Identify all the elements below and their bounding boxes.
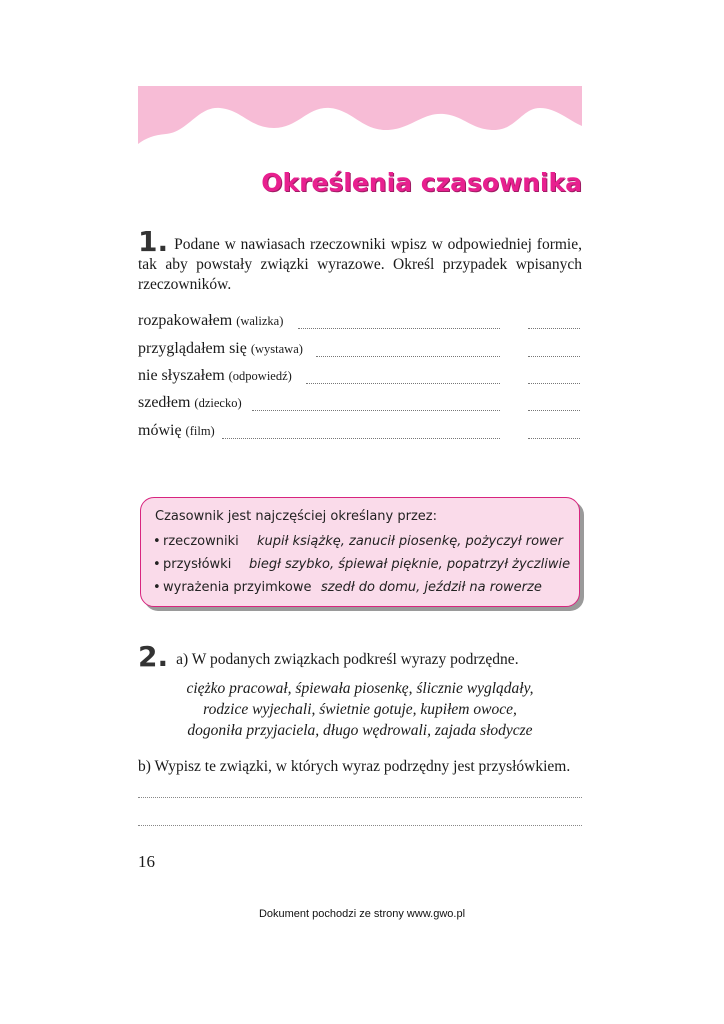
answer-blank[interactable] — [306, 383, 500, 384]
case-blank[interactable] — [528, 410, 580, 411]
case-blank[interactable] — [528, 356, 580, 357]
fill-row — [138, 367, 582, 389]
answer-line[interactable] — [138, 797, 582, 798]
banner-wave-shape — [138, 86, 582, 144]
verb: przyglądałem się — [138, 340, 247, 357]
noun-hint: (film) — [185, 424, 215, 438]
noun-hint: (odpowiedź) — [228, 369, 292, 383]
noun-hint: (walizka) — [236, 314, 284, 328]
fill-row — [138, 422, 582, 444]
bullet-icon: • — [153, 534, 161, 549]
info-lead: Czasownik jest najczęściej określany przez: — [155, 509, 437, 524]
info-example: biegł szybko, śpiewał pięknie, popatrzył życzliwie — [249, 557, 571, 572]
info-label: rzeczowniki — [163, 534, 239, 549]
phrase-line: ciężko pracował, śpiewała piosenkę, ślicznie wyglądały, — [186, 680, 534, 697]
page-number: 16 — [138, 852, 155, 871]
verb: rozpakowałem — [138, 312, 233, 329]
phrase-line: rodzice wyjechali, świetnie gotuje, kupiłem owoce, — [203, 701, 517, 718]
answer-line[interactable] — [138, 825, 582, 826]
page-title: Określenia czasownika — [261, 168, 582, 197]
info-label: przysłówki — [163, 557, 232, 572]
exercise-number: 1. — [138, 225, 169, 258]
exercise-number: 2. — [138, 640, 169, 673]
exercise-2-heading — [138, 640, 519, 673]
info-box — [140, 497, 580, 607]
verb: mówię — [138, 422, 182, 439]
footer-source: Dokument pochodzi ze strony www.gwo.pl — [258, 908, 466, 920]
verb: nie słyszałem — [138, 367, 225, 384]
noun-hint: (dziecko) — [194, 396, 242, 410]
case-blank[interactable] — [528, 328, 580, 329]
fill-row — [138, 394, 582, 416]
instruction-text: Podane w nawiasach rzeczowniki wpisz w odpowiedniej formie, tak aby powstały związki wyrazowe. Określ przypadek wpisanych rzeczowników. — [138, 236, 582, 293]
case-blank[interactable] — [528, 438, 580, 439]
case-blank[interactable] — [528, 383, 580, 384]
exercise-1-instruction — [138, 225, 582, 295]
part-a-instruction: a) W podanych związkach podkreśl wyrazy podrzędne. — [176, 651, 519, 668]
answer-blank[interactable] — [316, 356, 500, 357]
info-item — [153, 534, 564, 549]
verb: szedłem — [138, 394, 191, 411]
answer-blank[interactable] — [222, 438, 500, 439]
info-label: wyrażenia przyimkowe — [163, 580, 312, 595]
fill-row — [138, 340, 582, 362]
info-example: szedł do domu, jeździł na rowerze — [321, 580, 542, 595]
noun-hint: (wystawa) — [250, 342, 303, 356]
info-item — [153, 557, 571, 572]
fill-row — [138, 312, 582, 334]
answer-blank[interactable] — [252, 410, 500, 411]
bullet-icon: • — [153, 557, 161, 572]
answer-blank[interactable] — [298, 328, 500, 329]
info-example: kupił książkę, zanucił piosenkę, pożyczył rower — [257, 534, 564, 549]
part-b-instruction: b) Wypisz te związki, w których wyraz podrzędny jest przysłówkiem. — [138, 758, 571, 775]
info-item — [153, 580, 542, 595]
phrase-line: dogoniła przyjaciela, długo wędrowali, zajada słodycze — [187, 722, 533, 739]
header-banner — [138, 86, 582, 152]
bullet-icon: • — [153, 580, 161, 595]
